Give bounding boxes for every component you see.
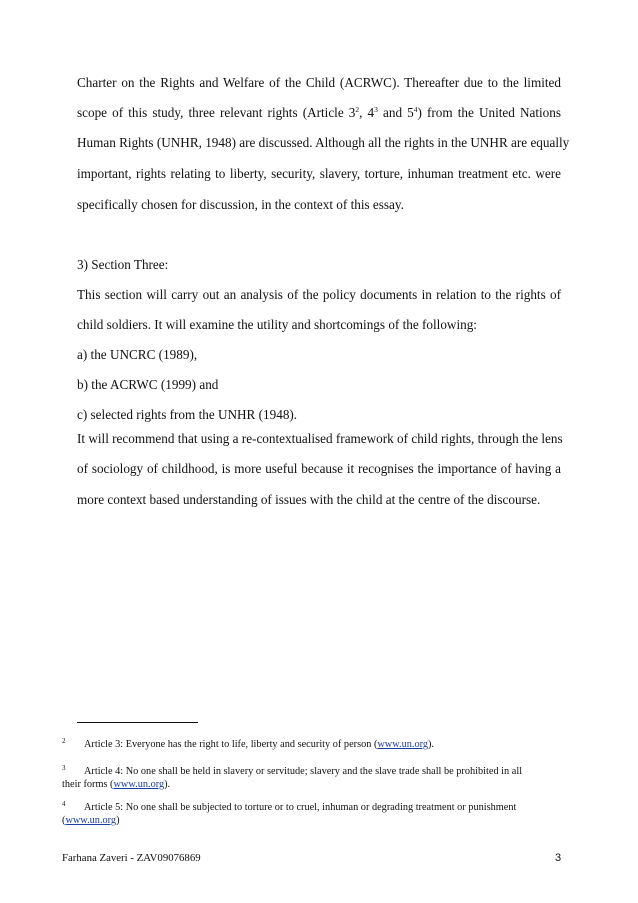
footnote-link[interactable]: www.un.org: [113, 779, 165, 790]
footnote-text: ).: [164, 779, 171, 790]
footnote-ref: 3: [374, 105, 378, 114]
footnote-text: ): [116, 815, 120, 826]
paragraph-line: important, rights relating to liberty, security, slavery, torture, inhuman treatment etc. were: [77, 166, 561, 181]
paragraph-line: specifically chosen for discussion, in the context of this essay.: [77, 197, 404, 212]
text-span: scope of this study, three relevant rights (Article 3: [77, 105, 356, 120]
text-span: and 5: [377, 105, 414, 120]
footer-author: Farhana Zaveri - ZAV09076869: [62, 852, 201, 864]
list-item: b) the ACRWC (1999) and: [77, 377, 219, 392]
footnote-ref: 2: [355, 105, 360, 114]
footnote-text: Article 3: Everyone has the right to life, liberty and security of person (: [84, 739, 378, 750]
paragraph-line: child soldiers. It will examine the utility and shortcomings of the following:: [77, 317, 477, 332]
footnote-2: [62, 738, 562, 751]
list-item: c) selected rights from the UNHR (1948).: [77, 407, 298, 422]
paragraph-line: of sociology of childhood, is more useful because it recognises the importance of having a: [77, 461, 561, 476]
footnote-link[interactable]: www.un.org: [65, 815, 117, 826]
paragraph-line: [77, 105, 561, 120]
page-number: 3: [555, 852, 562, 864]
paragraph-line: It will recommend that using a re-contextualised framework of child rights, through the lens: [77, 431, 563, 446]
footnote-text: Article 5: No one shall be subjected to torture or to cruel, inhuman or degrading treatment or punishment: [84, 802, 517, 813]
footnote-link[interactable]: www.un.org: [377, 739, 428, 750]
paragraph-line: more context based understanding of issues with the child at the centre of the discourse.: [77, 492, 541, 507]
footnote-text: Article 4: No one shall be held in slavery or servitude; slavery and the slave trade shall be prohibited in all: [84, 766, 523, 777]
paragraph-line: Human Rights (UNHR, 1948) are discussed. Although all the rights in the UNHR are equally: [77, 135, 570, 150]
footnote-text: their forms (: [62, 779, 114, 790]
footnote-separator: [77, 722, 198, 723]
section-heading: 3) Section Three:: [77, 257, 169, 272]
text-span: ) from the United Nations: [417, 105, 561, 120]
footnote-4: [62, 801, 562, 827]
footnote-text: ).: [428, 739, 435, 750]
footnote-number: 2: [62, 737, 66, 745]
footnote-text: (: [62, 815, 66, 826]
footnote-number: 4: [62, 800, 66, 808]
text-span: , 4: [359, 105, 375, 120]
list-item: a) the UNCRC (1989),: [77, 347, 198, 362]
footnote-3: [62, 765, 562, 791]
paragraph-line: Charter on the Rights and Welfare of the Child (ACRWC). Thereafter due to the limited: [77, 75, 561, 90]
paragraph-line: This section will carry out an analysis of the policy documents in relation to the rights of: [77, 287, 561, 302]
footnote-number: 3: [62, 764, 66, 772]
footnote-ref: 4: [413, 105, 418, 114]
